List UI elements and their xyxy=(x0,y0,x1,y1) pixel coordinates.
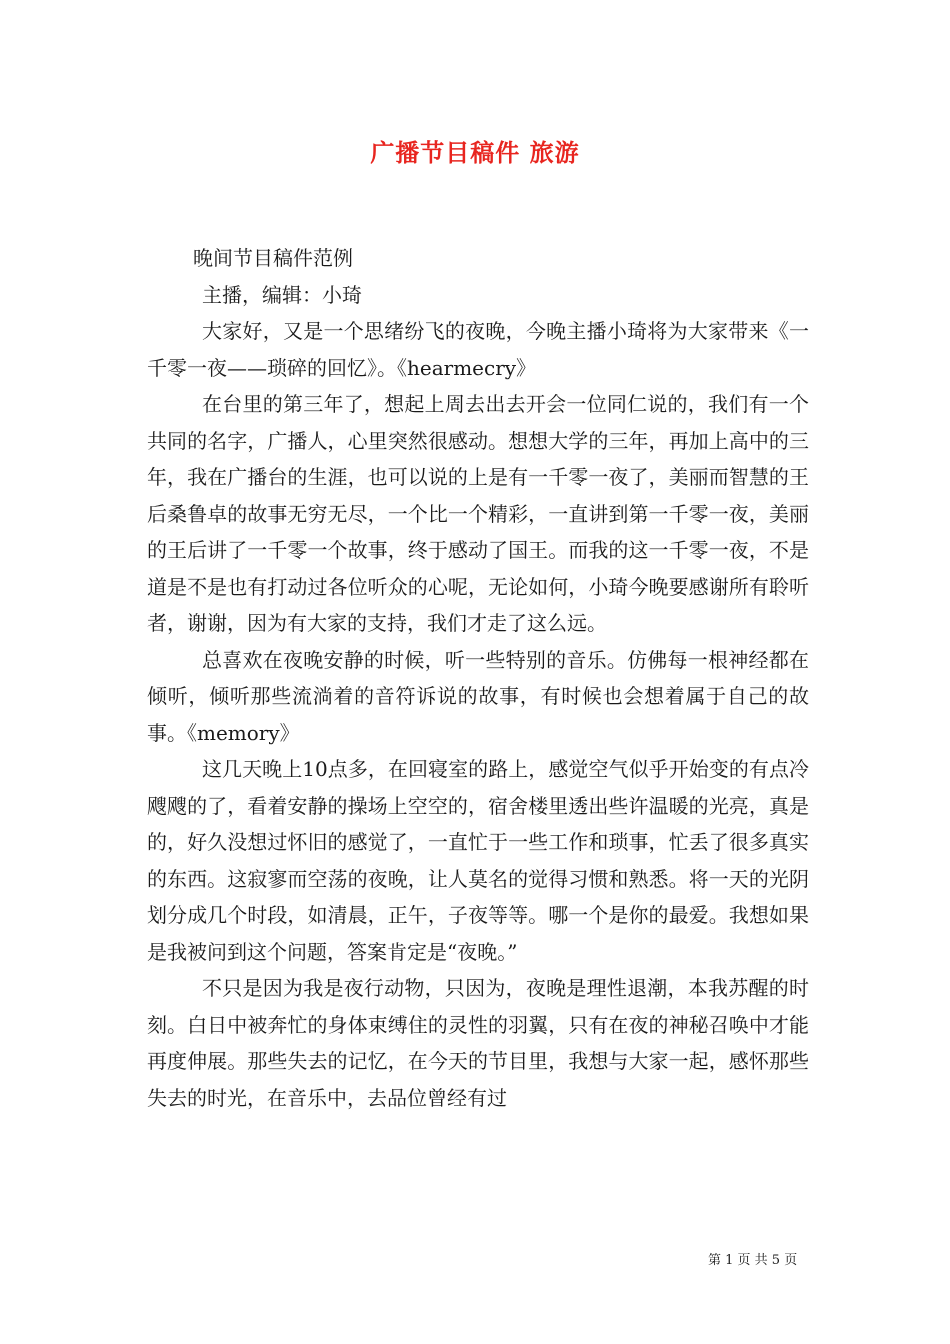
document-body xyxy=(147,240,809,1116)
paragraph: 这几天晚上10点多，在回寝室的路上，感觉空气似乎开始变的有点冷飕飕的了，看着安静的操场上空空的，宿舍楼里透出些许温暖的光亮，真是的，好久没想过怀旧的感觉了，一直忙于一些工作和琐事，忙丢了很多真实的东西。这寂寥而空荡的夜晚，让人莫名的觉得习惯和熟悉。将一天的光阴划分成几个时段，如清晨，正午，子夜等等。哪一个是你的最爱。我想如果是我被问到这个问题，答案肯定是“夜晚。” xyxy=(147,757,809,964)
paragraph: 在台里的第三年了，想起上周去出去开会一位同仁说的，我们有一个共同的名字，广播人，心里突然很感动。想想大学的三年，再加上高中的三年，我在广播台的生涯，也可以说的上是有一千零一夜了，美丽而智慧的王后桑鲁卓的故事无穷无尽，一个比一个精彩，一直讲到第一千零一夜，美丽的王后讲了一千零一个故事，终于感动了国王。而我的这一千零一夜，不是道是不是也有打动过各位听众的心呢，无论如何，小琦今晚要感谢所有聆听者，谢谢，因为有大家的支持，我们才走了这么远。 xyxy=(147,392,809,635)
paragraph: 大家好，又是一个思绪纷飞的夜晚，今晚主播小琦将为大家带来《一千零一夜——琐碎的回忆》。《hearmecry》 xyxy=(147,319,809,380)
paragraph: 总喜欢在夜晚安静的时候，听一些特别的音乐。仿佛每一根神经都在倾听，倾听那些流淌着的音符诉说的故事，有时候也会想着属于自己的故事。《memory》 xyxy=(147,647,809,745)
paragraph-program-name: 晚间节目稿件范例 xyxy=(193,246,353,270)
paragraph-host-editor: 主播，编辑：小琦 xyxy=(202,282,362,307)
paragraph: 不只是因为我是夜行动物，只因为，夜晚是理性退潮，本我苏醒的时刻。白日中被奔忙的身体束缚住的灵性的羽翼，只有在夜的神秘召唤中才能再度伸展。那些失去的记忆，在今天的节目里，我想与大家一起，感怀那些失去的时光，在音乐中，去品位曾经有过 xyxy=(147,976,809,1110)
page-number-footer: 第 1 页 共 5 页 xyxy=(708,1253,798,1268)
document-title: 广播节目稿件 旅游 xyxy=(370,138,580,167)
